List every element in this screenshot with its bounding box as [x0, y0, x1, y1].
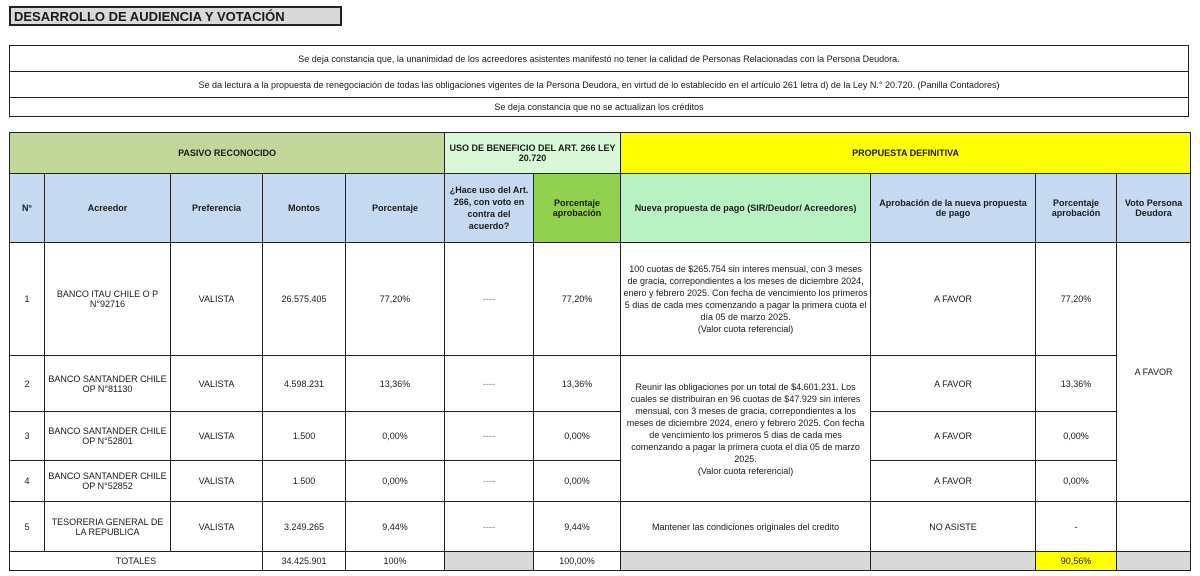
cell-n: 5 — [10, 502, 45, 552]
propuesta-text: 100 cuotas de $265.754 sin interes mensual, con 3 meses de gracia, correpondientes a los meses de diciembre 2024, enero y febrero 2025. Con fecha de vencimiento los primeros 5 dias de cada mes comenzando a pagar la primera cuota el día 05 de marzo 2025. — [623, 264, 868, 322]
page-title: DESARROLLO DE AUDIENCIA Y VOTACIÓN — [9, 6, 342, 26]
totals-montos: 34.425.901 — [263, 552, 346, 571]
table-row — [10, 412, 1191, 461]
cell-n: 3 — [10, 412, 45, 461]
cell-acreedor: TESORERIA GENERAL DE LA REPUBLICA — [45, 502, 171, 552]
note-credits: Se deja constancia que no se actualizan los créditos — [10, 98, 1189, 117]
notes-table — [9, 45, 1189, 117]
cell-porc-aprob2: 0,00% — [1036, 412, 1117, 461]
cell-hace-uso: ---- — [445, 502, 534, 552]
col-header-acreedor: Acreedor — [45, 174, 171, 243]
cell-preferencia: VALISTA — [171, 412, 263, 461]
col-header-montos: Montos — [263, 174, 346, 243]
group-header-pasivo: PASIVO RECONOCIDO — [10, 133, 445, 174]
cell-porcentaje: 77,20% — [346, 243, 445, 356]
cell-preferencia: VALISTA — [171, 243, 263, 356]
col-header-preferencia: Preferencia — [171, 174, 263, 243]
cell-propuesta-santander — [621, 356, 871, 502]
col-header-n: N° — [10, 174, 45, 243]
cell-montos: 1.500 — [263, 412, 346, 461]
table-row — [10, 502, 1191, 552]
cell-hace-uso: ---- — [445, 461, 534, 502]
cell-n: 2 — [10, 356, 45, 412]
totals-label: TOTALES — [10, 552, 263, 571]
cell-preferencia: VALISTA — [171, 356, 263, 412]
cell-aprobacion: A FAVOR — [871, 243, 1036, 356]
cell-hace-uso: ---- — [445, 356, 534, 412]
cell-hace-uso: ---- — [445, 412, 534, 461]
cell-montos: 3.249.265 — [263, 502, 346, 552]
totals-empty — [1117, 552, 1191, 571]
cell-porc-aprob: 0,00% — [534, 461, 621, 502]
col-header-hace-uso: ¿Hace uso del Art. 266, con voto en contra del acuerdo? — [445, 174, 534, 243]
cell-montos: 4.598.231 — [263, 356, 346, 412]
cell-n: 4 — [10, 461, 45, 502]
cell-porc-aprob: 9,44% — [534, 502, 621, 552]
col-header-porc-aprob2: Porcentaje aprobación — [1036, 174, 1117, 243]
col-header-porcentaje: Porcentaje — [346, 174, 445, 243]
group-header-beneficio: USO DE BENEFICIO DEL ART. 266 LEY 20.720 — [445, 133, 621, 174]
cell-voto-empty — [1117, 502, 1191, 552]
cell-porc-aprob2: 13,36% — [1036, 356, 1117, 412]
totals-row — [10, 552, 1191, 571]
cell-montos: 26.575.405 — [263, 243, 346, 356]
cell-n: 1 — [10, 243, 45, 356]
totals-porcentaje: 100% — [346, 552, 445, 571]
col-header-voto: Voto Persona Deudora — [1117, 174, 1191, 243]
propuesta-note: (Valor cuota referencial) — [697, 324, 794, 334]
cell-acreedor: BANCO ITAU CHILE O P N°92716 — [45, 243, 171, 356]
cell-aprobacion: A FAVOR — [871, 412, 1036, 461]
col-header-porc-aprob: Porcentaje aprobación — [534, 174, 621, 243]
note-unanimity: Se deja constancia que, la unanimidad de los acreedores asistentes manifestó no tener la calidad de Personas Relacionadas con la Persona Deudora. — [10, 46, 1189, 72]
cell-hace-uso: ---- — [445, 243, 534, 356]
cell-porcentaje: 0,00% — [346, 412, 445, 461]
totals-porc-aprob: 100,00% — [534, 552, 621, 571]
cell-aprobacion: A FAVOR — [871, 461, 1036, 502]
totals-empty — [445, 552, 534, 571]
propuesta-note: (Valor cuota referencial) — [697, 465, 794, 476]
cell-preferencia: VALISTA — [171, 461, 263, 502]
totals-empty — [871, 552, 1036, 571]
cell-porcentaje: 9,44% — [346, 502, 445, 552]
note-reading: Se da lectura a la propuesta de renegociación de todas las obligaciones vigentes de la Persona Deudora, en virtud de lo establecido en el artículo 261 letra d) de la Ley N.° 20.720. (Panilla Contadores) — [10, 72, 1189, 98]
group-header-propuesta: PROPUESTA DEFINITIVA — [621, 133, 1191, 174]
table-row — [10, 356, 1191, 412]
table-row — [10, 461, 1191, 502]
cell-aprobacion: A FAVOR — [871, 356, 1036, 412]
cell-acreedor: BANCO SANTANDER CHILE OP N°81130 — [45, 356, 171, 412]
cell-porcentaje: 13,36% — [346, 356, 445, 412]
table-row — [10, 243, 1191, 356]
cell-propuesta-itau — [621, 243, 871, 356]
cell-acreedor: BANCO SANTANDER CHILE OP N°52801 — [45, 412, 171, 461]
cell-porc-aprob: 0,00% — [534, 412, 621, 461]
col-header-nueva-propuesta: Nueva propuesta de pago (SIR/Deudor/ Acreedores) — [621, 174, 871, 243]
cell-aprobacion: NO ASISTE — [871, 502, 1036, 552]
cell-porc-aprob2: - — [1036, 502, 1117, 552]
cell-porc-aprob2: 0,00% — [1036, 461, 1117, 502]
propuesta-text: Reunir las obligaciones por un total de $4.601.231. Los cuales se distribuiran en 96 cuotas de $47.929 sin interes mensual, con 3 meses de gracia, correpondientes a los meses de diciembre 2024, enero y febrero 2025. Con fecha de vencimiento los primeros 5 dias de cada mes comenzando a pagar la primera cuota el día 05 de marzo 2025. — [626, 381, 865, 464]
cell-porc-aprob2: 77,20% — [1036, 243, 1117, 356]
totals-porc-aprob2: 90,56% — [1036, 552, 1117, 571]
cell-acreedor: BANCO SANTANDER CHILE OP N°52852 — [45, 461, 171, 502]
cell-montos: 1.500 — [263, 461, 346, 502]
cell-porcentaje: 0,00% — [346, 461, 445, 502]
cell-propuesta-tesoreria: Mantener las condiciones originales del credito — [621, 502, 871, 552]
col-header-aprobacion: Aprobación de la nueva propuesta de pago — [871, 174, 1036, 243]
voting-table — [9, 132, 1191, 571]
cell-porc-aprob: 13,36% — [534, 356, 621, 412]
totals-empty — [621, 552, 871, 571]
cell-voto-deudora: A FAVOR — [1117, 243, 1191, 502]
cell-porc-aprob: 77,20% — [534, 243, 621, 356]
cell-preferencia: VALISTA — [171, 502, 263, 552]
